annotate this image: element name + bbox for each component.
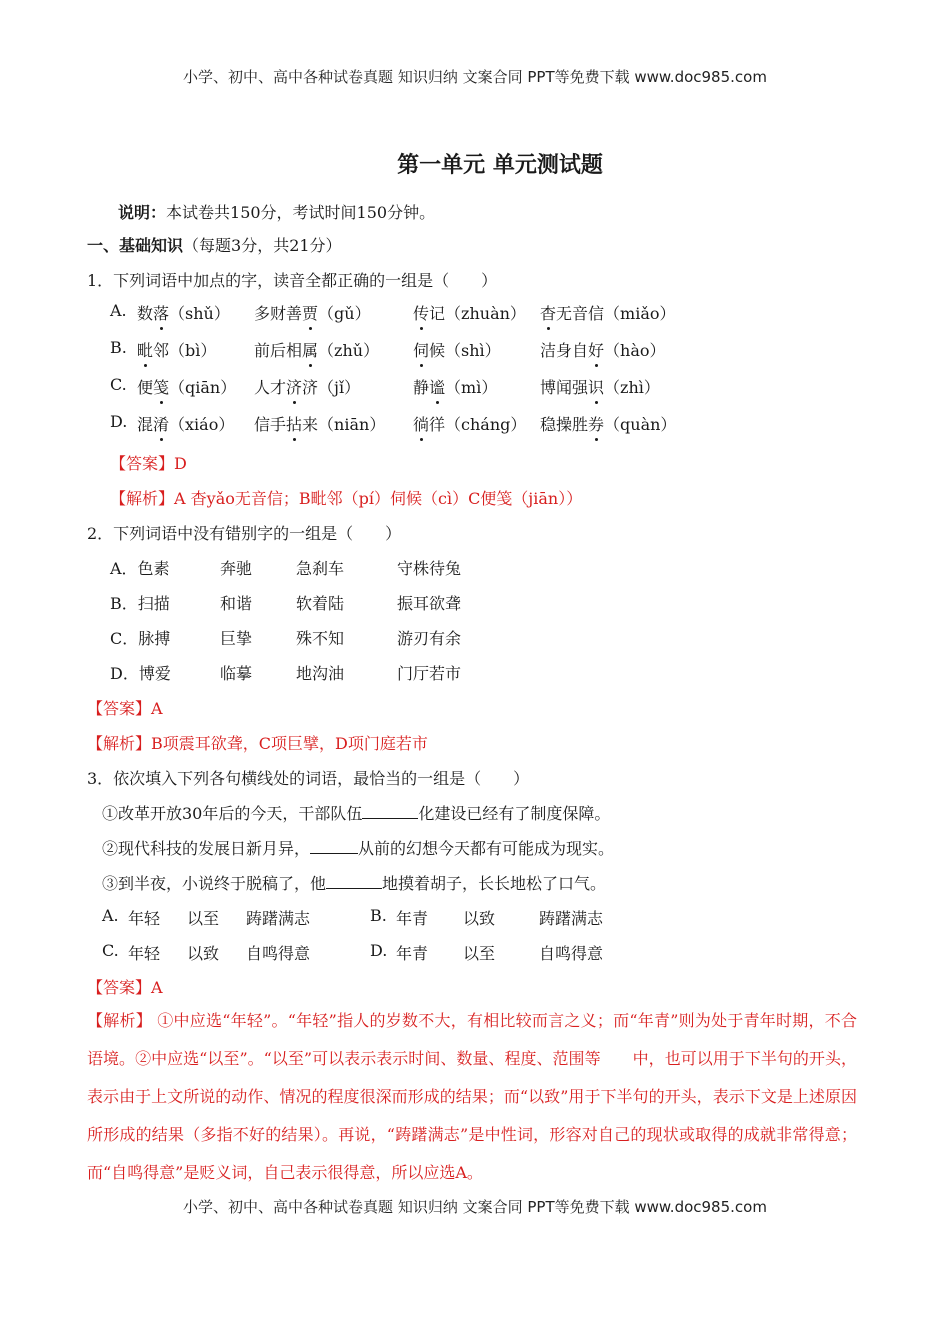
word-text: 静 bbox=[413, 378, 430, 397]
q3-option-part: 以致 bbox=[187, 944, 220, 963]
analysis-label: 【解析】 bbox=[110, 489, 175, 508]
q1-option-letter: B. bbox=[110, 338, 127, 357]
q2-option-word: C．脉搏 bbox=[110, 629, 171, 648]
q1-option-word bbox=[137, 375, 236, 398]
q1-option-word bbox=[413, 375, 497, 398]
q2-option-word: 地沟油 bbox=[296, 664, 345, 683]
pinyin: （xiáo） bbox=[169, 415, 235, 434]
word-text: 济 bbox=[302, 378, 319, 397]
q1-option-word bbox=[413, 338, 501, 361]
word-text: 数 bbox=[137, 304, 154, 323]
q1-option-word bbox=[254, 412, 385, 435]
dotted-char: 属 bbox=[302, 338, 318, 361]
q3-analysis bbox=[87, 1002, 857, 1192]
q3-option-part: 年轻 bbox=[128, 944, 161, 963]
q3-analysis-text: ①中应选“年轻”。“年轻”指人的岁数不大，有相比较而言之义；而“年青”则为处于青年时期，不合语境。②中应选“以至”。“以至”可以表示表示时间、数量、程度、范围等 中，也可以用于下半句的开头，表示由于上文所说的动作、情况的程度很深而形成的结果；而“以致”用于下半句的开头，表示下文是上述原因所形成的结果（多指不好的结果）。再说，“踌躇满志”是中性词，形容对自己的现状或取得的成就非常得意；而“自鸣得意”是贬义词，自己表示很得意，所以应选A。 bbox=[87, 1011, 857, 1182]
q1-option-letter: C. bbox=[110, 375, 127, 394]
q1-option-word bbox=[540, 301, 676, 324]
dotted-char: 徜 bbox=[413, 412, 429, 435]
page-title: 第一单元 单元测试题 bbox=[397, 153, 603, 178]
q3-blank-2 bbox=[310, 839, 358, 854]
dotted-char: 落 bbox=[153, 301, 169, 324]
q1-analysis-text: A 杳yǎo无音信；B毗邻（pí）伺候（cì）C便笺（jiān）） bbox=[174, 489, 583, 508]
q3-option-part: 年轻 bbox=[128, 909, 161, 928]
word-text: 信手 bbox=[254, 415, 287, 434]
instructions-label: 说明： bbox=[118, 203, 167, 222]
q1-option-letter: D. bbox=[110, 412, 128, 431]
q3-option-part: 自鸣得意 bbox=[539, 944, 604, 963]
q1-option-word bbox=[254, 338, 379, 361]
page-header: 小学、初中、高中各种试卷真题 知识归纳 文案合同 PPT等免费下载 www.doc985.com bbox=[183, 68, 767, 86]
word-text: 稳操胜 bbox=[540, 415, 589, 434]
q3-stem: 3．依次填入下列各句横线处的词语，最恰当的一组是（ ） bbox=[87, 769, 530, 788]
dotted-char: 济 bbox=[286, 375, 302, 398]
q2-option-word: 软着陆 bbox=[296, 594, 345, 613]
q2-option-word: B．扫描 bbox=[110, 594, 170, 613]
q2-option-word: 殊不知 bbox=[296, 629, 345, 648]
q1-option-word bbox=[254, 301, 371, 324]
instructions bbox=[118, 200, 435, 223]
q2-option-word: 和谐 bbox=[220, 594, 253, 613]
dotted-char: 传 bbox=[413, 301, 429, 324]
q1-option-word bbox=[137, 338, 216, 361]
dotted-char: 淆 bbox=[153, 412, 169, 435]
q1-option-word bbox=[540, 338, 666, 361]
answer-label: 【答案】 bbox=[87, 699, 152, 718]
pinyin: （niān） bbox=[318, 415, 386, 434]
pinyin: （zhǔ） bbox=[318, 341, 380, 360]
pinyin: （hào） bbox=[604, 341, 666, 360]
dotted-char: 贾 bbox=[302, 301, 318, 324]
q3-answer bbox=[87, 975, 163, 998]
dotted-char: 好 bbox=[588, 338, 604, 361]
dotted-char: 券 bbox=[588, 412, 604, 435]
word-text: 徉 bbox=[429, 415, 446, 434]
q2-analysis-text: B项震耳欲聋，C项巨擘，D项门庭若市 bbox=[151, 734, 428, 753]
word-text: 多财善 bbox=[254, 304, 303, 323]
section-title: 一、基础知识 bbox=[87, 236, 184, 255]
pinyin: （shǔ） bbox=[169, 304, 230, 323]
q2-option-word: 振耳欲聋 bbox=[397, 594, 462, 613]
pinyin: （gǔ） bbox=[318, 304, 371, 323]
q3-option-part: 以至 bbox=[187, 909, 220, 928]
q1-option-word bbox=[254, 375, 360, 398]
q2-stem: 2．下列词语中没有错别字的一组是（ ） bbox=[87, 524, 402, 543]
q2-option-word: 急刹车 bbox=[296, 559, 345, 578]
word-text: 前后相 bbox=[254, 341, 303, 360]
pinyin: （qiān） bbox=[169, 378, 237, 397]
dotted-char: 谧 bbox=[429, 375, 445, 398]
pinyin: （zhì） bbox=[604, 378, 660, 397]
pinyin: （miǎo） bbox=[604, 304, 676, 323]
q2-option-word: 临摹 bbox=[220, 664, 253, 683]
dotted-char: 毗 bbox=[137, 338, 153, 361]
analysis-label: 【解析】 bbox=[87, 734, 152, 753]
q1-answer bbox=[110, 451, 187, 474]
q1-stem: 1．下列词语中加点的字，读音全都正确的一组是（ ） bbox=[87, 271, 498, 290]
q2-option-word: 门厅若市 bbox=[397, 664, 462, 683]
word-text: 博闻强 bbox=[540, 378, 589, 397]
pinyin: （jǐ） bbox=[318, 378, 361, 397]
q1-option-word bbox=[413, 412, 526, 435]
q3-s3-pre: ③到半夜，小说终于脱稿了，他 bbox=[102, 874, 327, 893]
q3-option-part: 踌躇满志 bbox=[539, 909, 604, 928]
dotted-char: 杳 bbox=[540, 301, 556, 324]
q3-s1-pre: ①改革开放30年后的今天，干部队伍 bbox=[102, 804, 363, 823]
q3-option-part: 自鸣得意 bbox=[246, 944, 311, 963]
word-text: 记 bbox=[429, 304, 446, 323]
q3-option-part: C. bbox=[102, 941, 119, 960]
section-heading bbox=[87, 233, 342, 256]
q3-s1-post: 化建设已经有了制度保障。 bbox=[418, 804, 611, 823]
q3-option-part: 以致 bbox=[463, 909, 496, 928]
q3-option-part: B. bbox=[370, 906, 387, 925]
word-text: 候 bbox=[429, 341, 446, 360]
pinyin: （shì） bbox=[445, 341, 501, 360]
pinyin: （zhuàn） bbox=[445, 304, 526, 323]
q3-option-part: D. bbox=[370, 941, 388, 960]
q3-sentence-3 bbox=[102, 871, 606, 894]
q3-option-part: 以至 bbox=[463, 944, 496, 963]
q1-option-word bbox=[540, 412, 676, 435]
word-text: 无音信 bbox=[556, 304, 605, 323]
dotted-char: 识 bbox=[588, 375, 604, 398]
q2-answer bbox=[87, 696, 163, 719]
pinyin: （quàn） bbox=[604, 415, 677, 434]
page-footer: 小学、初中、高中各种试卷真题 知识归纳 文案合同 PPT等免费下载 www.doc985.com bbox=[183, 1198, 767, 1216]
pinyin: （cháng） bbox=[445, 415, 527, 434]
q3-blank-1 bbox=[362, 804, 418, 819]
q2-option-word: D．博爱 bbox=[110, 664, 171, 683]
answer-label: 【答案】 bbox=[87, 978, 152, 997]
dotted-char: 伺 bbox=[413, 338, 429, 361]
pinyin: （mì） bbox=[445, 378, 498, 397]
dotted-char: 拈 bbox=[286, 412, 302, 435]
word-text: 来 bbox=[302, 415, 319, 434]
q1-option-word bbox=[137, 301, 230, 324]
q3-option-part: 踌躇满志 bbox=[246, 909, 311, 928]
q3-sentence-2 bbox=[102, 836, 614, 859]
q3-blank-3 bbox=[326, 874, 382, 889]
instructions-text: 本试卷共150分，考试时间150分钟。 bbox=[166, 203, 436, 222]
q2-answer-value: A bbox=[151, 699, 163, 718]
q1-option-word bbox=[413, 301, 526, 324]
word-text: 洁身自 bbox=[540, 341, 589, 360]
word-text: 便 bbox=[137, 378, 154, 397]
q3-s3-post: 地摸着胡子，长长地松了口气。 bbox=[382, 874, 607, 893]
q3-s2-pre: ②现代科技的发展日新月异， bbox=[102, 839, 311, 858]
answer-label: 【答案】 bbox=[110, 454, 175, 473]
q2-option-word: 奔驰 bbox=[220, 559, 253, 578]
q1-answer-value: D bbox=[174, 454, 187, 473]
word-text: 混 bbox=[137, 415, 154, 434]
q3-sentence-1 bbox=[102, 801, 610, 824]
q2-option-word: 守株待兔 bbox=[397, 559, 462, 578]
pinyin: （bì） bbox=[169, 341, 217, 360]
q1-option-word bbox=[540, 375, 660, 398]
q1-option-letter: A. bbox=[110, 301, 127, 320]
q1-option-word bbox=[137, 412, 234, 435]
q3-option-part: 年青 bbox=[396, 944, 429, 963]
word-text: 邻 bbox=[153, 341, 170, 360]
q2-option-word: A．色素 bbox=[110, 559, 170, 578]
section-meta: （每题3分，共21分） bbox=[183, 236, 342, 255]
q3-option-part: A. bbox=[102, 906, 119, 925]
q2-option-word: 巨挚 bbox=[220, 629, 253, 648]
word-text: 人才 bbox=[254, 378, 287, 397]
analysis-label: 【解析】 bbox=[87, 1011, 152, 1030]
q3-option-part: 年青 bbox=[396, 909, 429, 928]
q3-answer-value: A bbox=[151, 978, 163, 997]
q2-option-word: 游刃有余 bbox=[397, 629, 462, 648]
dotted-char: 笺 bbox=[153, 375, 169, 398]
q1-analysis bbox=[110, 486, 582, 509]
q3-s2-post: 从前的幻想今天都有可能成为现实。 bbox=[358, 839, 615, 858]
q2-analysis bbox=[87, 731, 428, 754]
